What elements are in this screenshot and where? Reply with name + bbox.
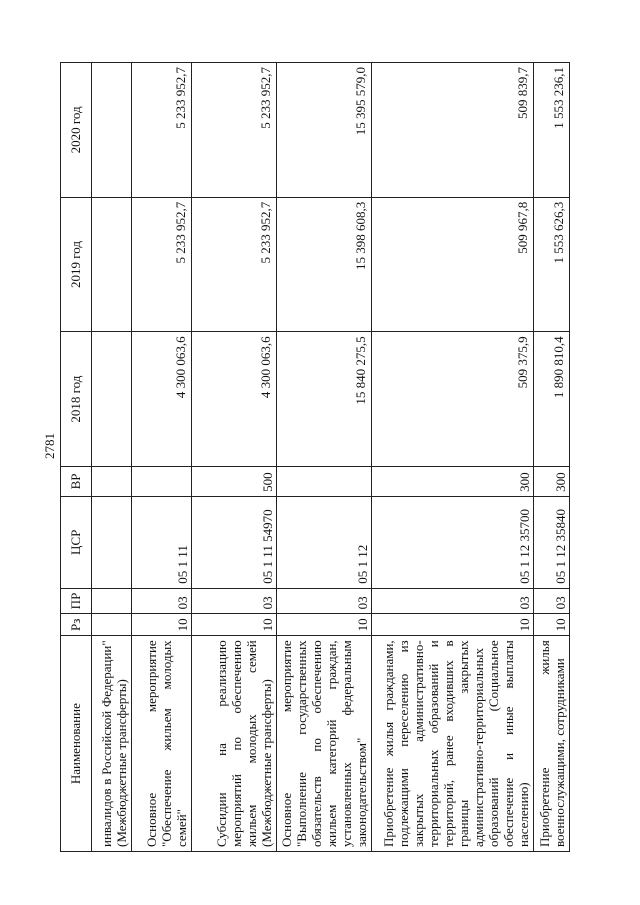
row-value-2020: 5 233 952,7	[192, 63, 277, 198]
row-value-2018	[92, 332, 132, 467]
row-vr	[132, 466, 192, 496]
row-name: инвалидов в Российской Федерации" (Межбюджетные трансферты)	[92, 636, 132, 852]
row-value-2019: 5 233 952,7	[132, 197, 192, 332]
row-pr: 03	[192, 588, 277, 614]
header-csr: ЦСР	[61, 496, 92, 588]
row-pr: 03	[372, 588, 534, 614]
row-value-2019	[92, 197, 132, 332]
header-2019: 2019 год	[61, 197, 92, 332]
table-header	[61, 63, 92, 852]
row-rz: 10	[534, 614, 570, 636]
row-value-2018: 15 840 275,5	[277, 332, 372, 467]
header-2020: 2020 год	[61, 63, 92, 198]
row-pr: 03	[132, 588, 192, 614]
row-rz: 10	[192, 614, 277, 636]
header-rz: Рз	[61, 614, 92, 636]
header-pr: ПР	[61, 588, 92, 614]
row-vr: 500	[192, 466, 277, 496]
row-csr: 05 1 12	[277, 496, 372, 588]
table-row	[534, 63, 570, 852]
row-name: Основное мероприятие "Выполнение государственных обязательств по обеспечению жильем категорий граждан, установленных федеральным законодательством"	[277, 636, 372, 852]
table-row	[372, 63, 534, 852]
row-value-2020: 15 395 579,0	[277, 63, 372, 198]
header-vr: ВР	[61, 466, 92, 496]
row-rz: 10	[372, 614, 534, 636]
row-name: Приобретение жилья гражданами, подлежащими переселению из закрытых административно-территориальных образований и территорий, ранее входивших в границы закрытых административно-территориальных образований (Социальное обеспечение и иные выплаты населению)	[372, 636, 534, 852]
row-rz	[92, 614, 132, 636]
row-value-2019: 1 553 626,3	[534, 197, 570, 332]
row-value-2019: 15 398 608,3	[277, 197, 372, 332]
row-vr: 300	[372, 466, 534, 496]
header-name: Наименование	[61, 636, 92, 852]
table-body	[92, 63, 570, 852]
row-pr: 03	[277, 588, 372, 614]
row-csr	[92, 496, 132, 588]
row-vr	[277, 466, 372, 496]
page-number: 2781	[42, 433, 57, 459]
row-csr: 05 1 12 35840	[534, 496, 570, 588]
row-rz: 10	[277, 614, 372, 636]
row-name: Приобретение жилья военнослужащими, сотрудниками	[534, 636, 570, 852]
row-vr: 300	[534, 466, 570, 496]
row-value-2019: 509 967,8	[372, 197, 534, 332]
row-value-2020: 5 233 952,7	[132, 63, 192, 198]
row-csr: 05 1 12 35700	[372, 496, 534, 588]
row-name: Субсидии на реализацию мероприятий по обеспечению жильем молодых семей (Межбюджетные трансферты)	[192, 636, 277, 852]
budget-table-page	[60, 62, 620, 852]
row-value-2018: 1 890 810,4	[534, 332, 570, 467]
table-row	[92, 63, 132, 852]
row-pr: 03	[534, 588, 570, 614]
budget-table	[60, 62, 570, 852]
row-name: Основное мероприятие "Обеспечение жильем молодых семей"	[132, 636, 192, 852]
row-value-2020: 1 553 236,1	[534, 63, 570, 198]
table-row	[277, 63, 372, 852]
row-vr	[92, 466, 132, 496]
row-value-2020	[92, 63, 132, 198]
row-value-2018: 509 375,9	[372, 332, 534, 467]
row-csr: 05 1 11	[132, 496, 192, 588]
row-rz: 10	[132, 614, 192, 636]
row-value-2018: 4 300 063,6	[192, 332, 277, 467]
row-value-2019: 5 233 952,7	[192, 197, 277, 332]
row-value-2018: 4 300 063,6	[132, 332, 192, 467]
table-row	[132, 63, 192, 852]
row-pr	[92, 588, 132, 614]
table-row	[192, 63, 277, 852]
header-2018: 2018 год	[61, 332, 92, 467]
row-csr: 05 1 11 54970	[192, 496, 277, 588]
row-value-2020: 509 839,7	[372, 63, 534, 198]
